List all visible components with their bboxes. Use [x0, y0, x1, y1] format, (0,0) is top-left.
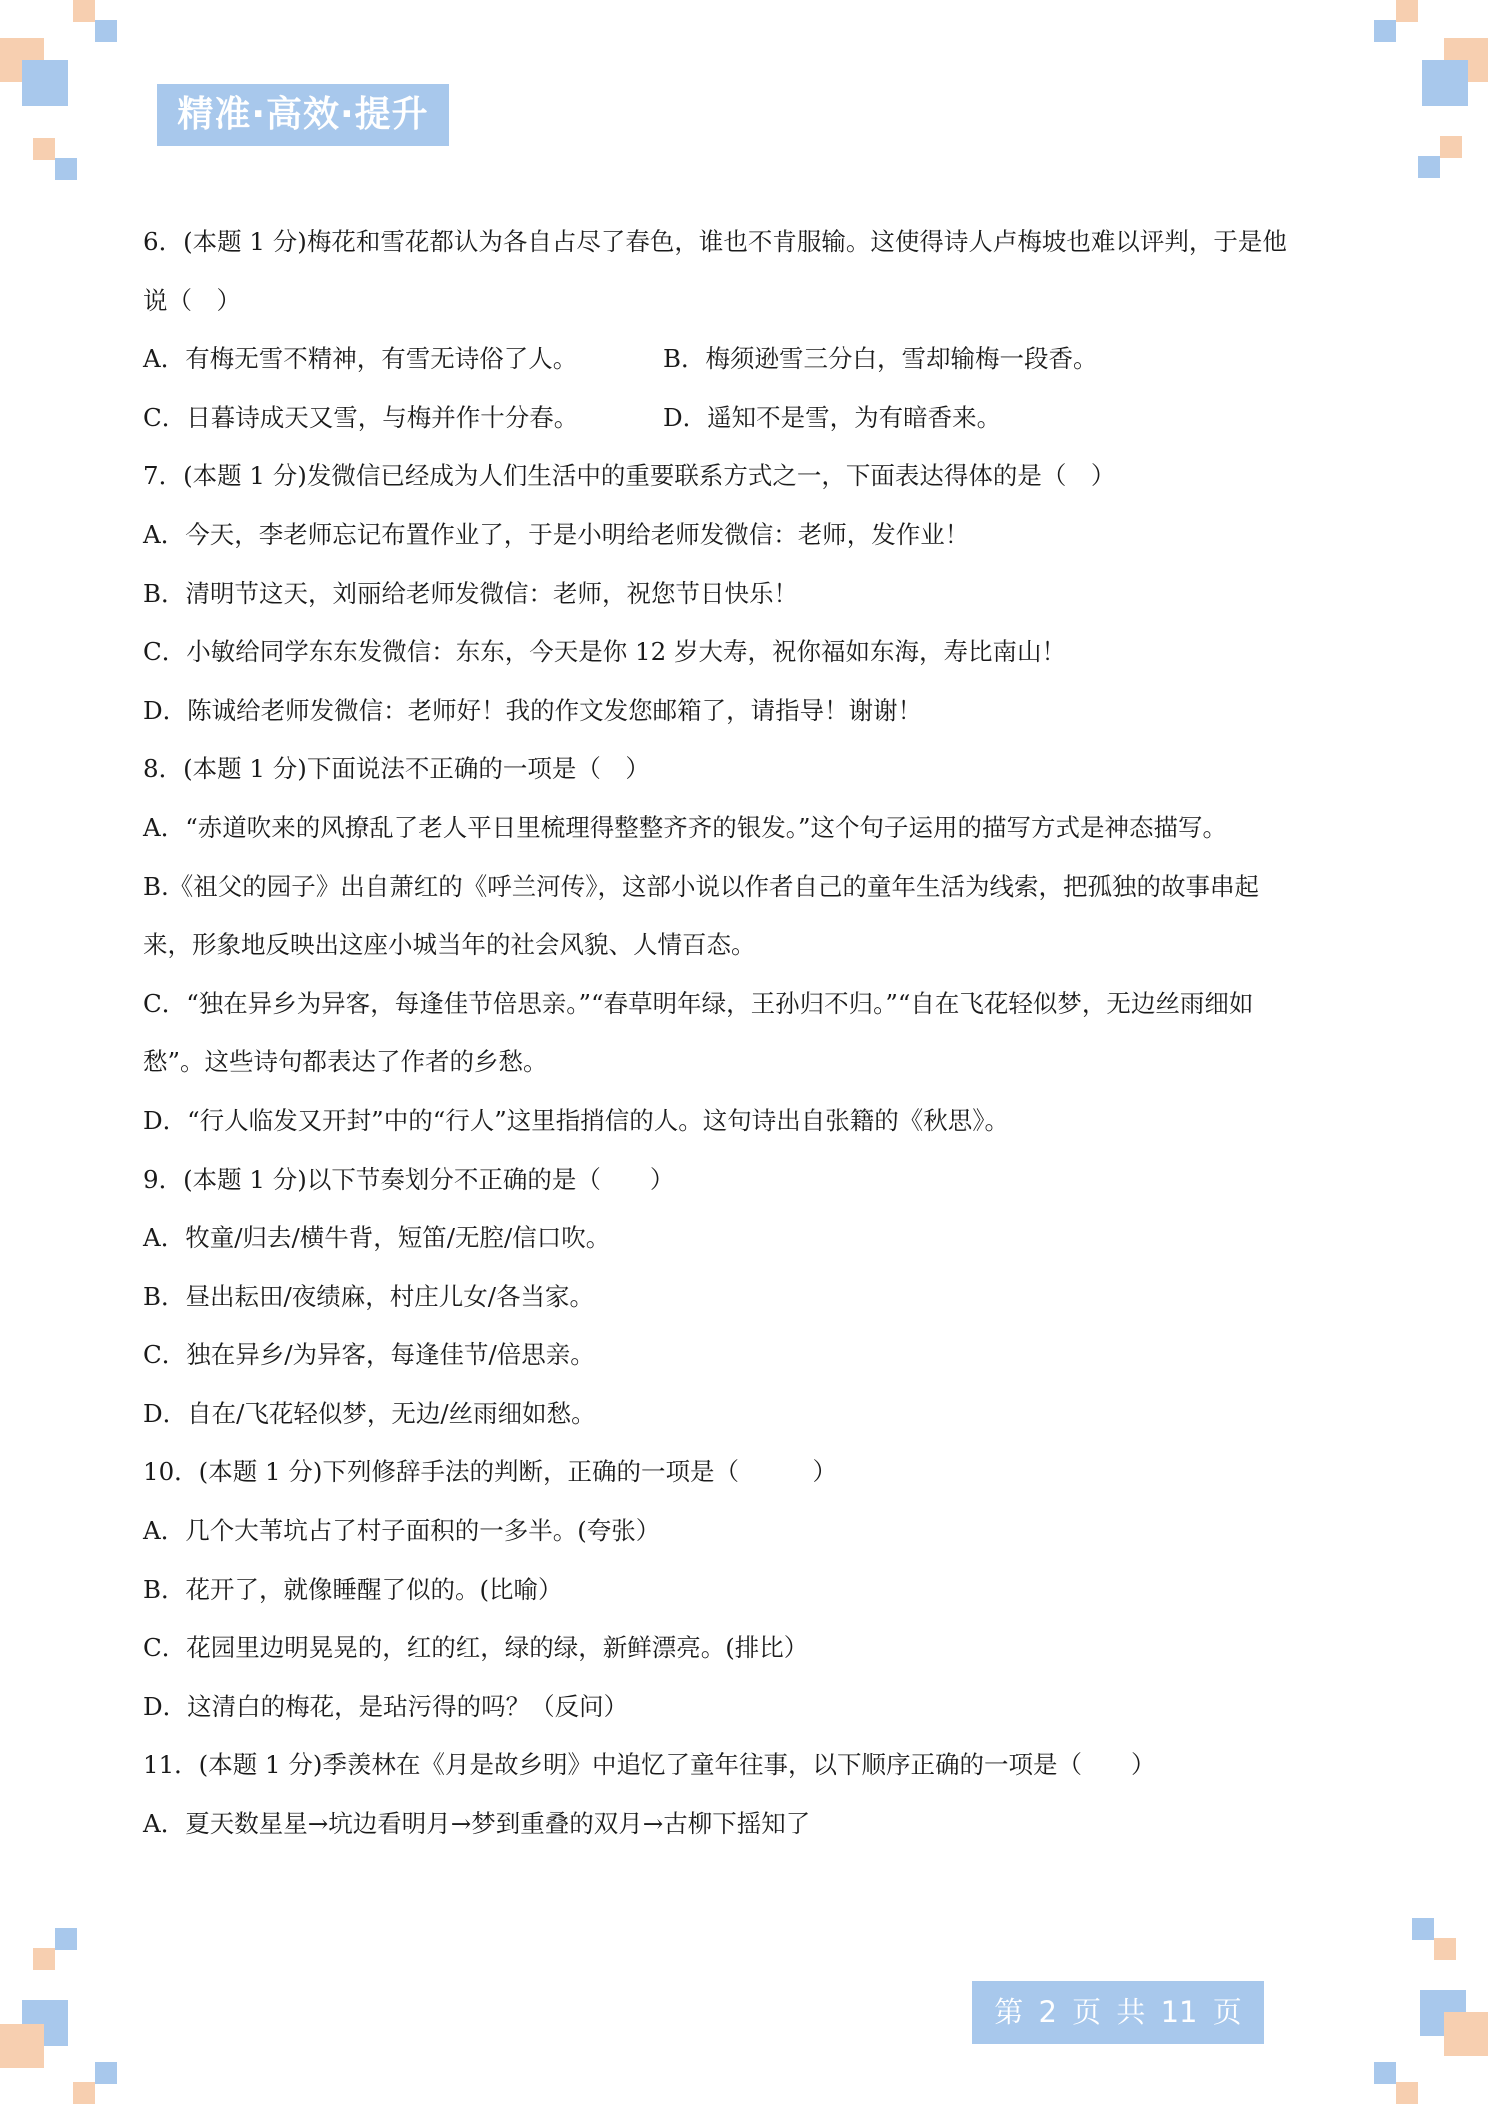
option-a: A．牧童/归去/横牛背，短笛/无腔/信口吹。 [143, 1223, 611, 1253]
question-stem: 6．(本题 1 分)梅花和雪花都认为各自占尽了春色，谁也不肯服输。这使得诗人卢梅坡也难以评判，于是他 [143, 227, 1287, 256]
question-stem-continued: 说（ ） [143, 285, 241, 315]
option-b: B．清明节这天，刘丽给老师发微信：老师，祝您节日快乐！ [143, 578, 799, 608]
question-7 [143, 447, 1353, 740]
question-stem: 9．(本题 1 分)以下节奏划分不正确的是（ ） [143, 1164, 675, 1194]
option-c: C．日暮诗成天又雪，与梅并作十分春。 [143, 402, 579, 432]
question-8 [143, 740, 1353, 1150]
option-b: B．梅须逊雪三分白，雪却输梅一段香。 [663, 344, 1098, 374]
option-a: A．几个大苇坑占了村子面积的一多半。(夸张） [143, 1516, 661, 1546]
question-stem: 11．(本题 1 分)季羡林在《月是故乡明》中追忆了童年往事，以下顺序正确的一项是（ ） [143, 1750, 1156, 1780]
option-c: C．花园里边明晃晃的，红的红，绿的绿，新鲜漂亮。(排比） [143, 1633, 809, 1663]
option-row [143, 389, 1353, 448]
page-number-badge: 第 2 页 共 11 页 [972, 1981, 1264, 2044]
question-6 [143, 213, 1353, 447]
option-d: D．这清白的梅花，是玷污得的吗？（反问） [143, 1691, 629, 1721]
question-10 [143, 1443, 1353, 1736]
option-d: D．陈诚给老师发微信：老师好！我的作文发您邮箱了，请指导！谢谢！ [143, 695, 923, 725]
option-b: B．昼出耘田/夜绩麻，村庄儿女/各当家。 [143, 1281, 595, 1311]
option-d: D．自在/飞花轻似梦，无边/丝雨细如愁。 [143, 1398, 596, 1428]
header-banner: 精准·高效·提升 [157, 84, 449, 146]
exam-content [143, 213, 1353, 1854]
option-a: A．今天，李老师忘记布置作业了，于是小明给老师发微信：老师，发作业！ [143, 519, 970, 549]
option-d: D．遥知不是雪，为有暗香来。 [663, 402, 1002, 432]
option-row [143, 330, 1353, 389]
option-a: A．有梅无雪不精神，有雪无诗俗了人。 [143, 344, 578, 374]
option-c: C．“独在异乡为异客，每逢佳节倍思亲。”“春草明年绿，王孙归不归。”“自在飞花轻似梦，无边丝雨细如 [143, 988, 1254, 1018]
question-stem: 8．(本题 1 分)下面说法不正确的一项是（ ） [143, 754, 650, 784]
option-c: C．独在异乡/为异客，每逢佳节/倍思亲。 [143, 1340, 595, 1370]
question-11 [143, 1736, 1353, 1853]
option-a: A．夏天数星星→坑边看明月→梦到重叠的双月→古柳下摇知了 [143, 1809, 811, 1839]
question-stem: 10．(本题 1 分)下列修辞手法的判断，正确的一项是（ ） [143, 1457, 837, 1487]
option-c: C．小敏给同学东东发微信：东东，今天是你 12 岁大寿，祝你福如东海，寿比南山！ [143, 637, 1066, 667]
option-b-continued: 来，形象地反映出这座小城当年的社会风貌、人情百态。 [143, 930, 756, 960]
option-b: B．花开了，就像睡醒了似的。(比喻） [143, 1574, 563, 1604]
option-d: D．“行人临发又开封”中的“行人”这里指捎信的人。这句诗出自张籍的《秋思》。 [143, 1105, 1009, 1135]
option-c-continued: 愁”。这些诗句都表达了作者的乡愁。 [143, 1047, 548, 1077]
option-a: A．“赤道吹来的风撩乱了老人平日里梳理得整整齐齐的银发。”这个句子运用的描写方式是神态描写。 [143, 812, 1227, 842]
question-stem: 7．(本题 1 分)发微信已经成为人们生活中的重要联系方式之一，下面表达得体的是（ ） [143, 461, 1116, 491]
option-b: B.《祖父的园子》出自萧红的《呼兰河传》，这部小说以作者自己的童年生活为线索，把孤独的故事串起 [143, 871, 1260, 901]
question-9 [143, 1151, 1353, 1444]
